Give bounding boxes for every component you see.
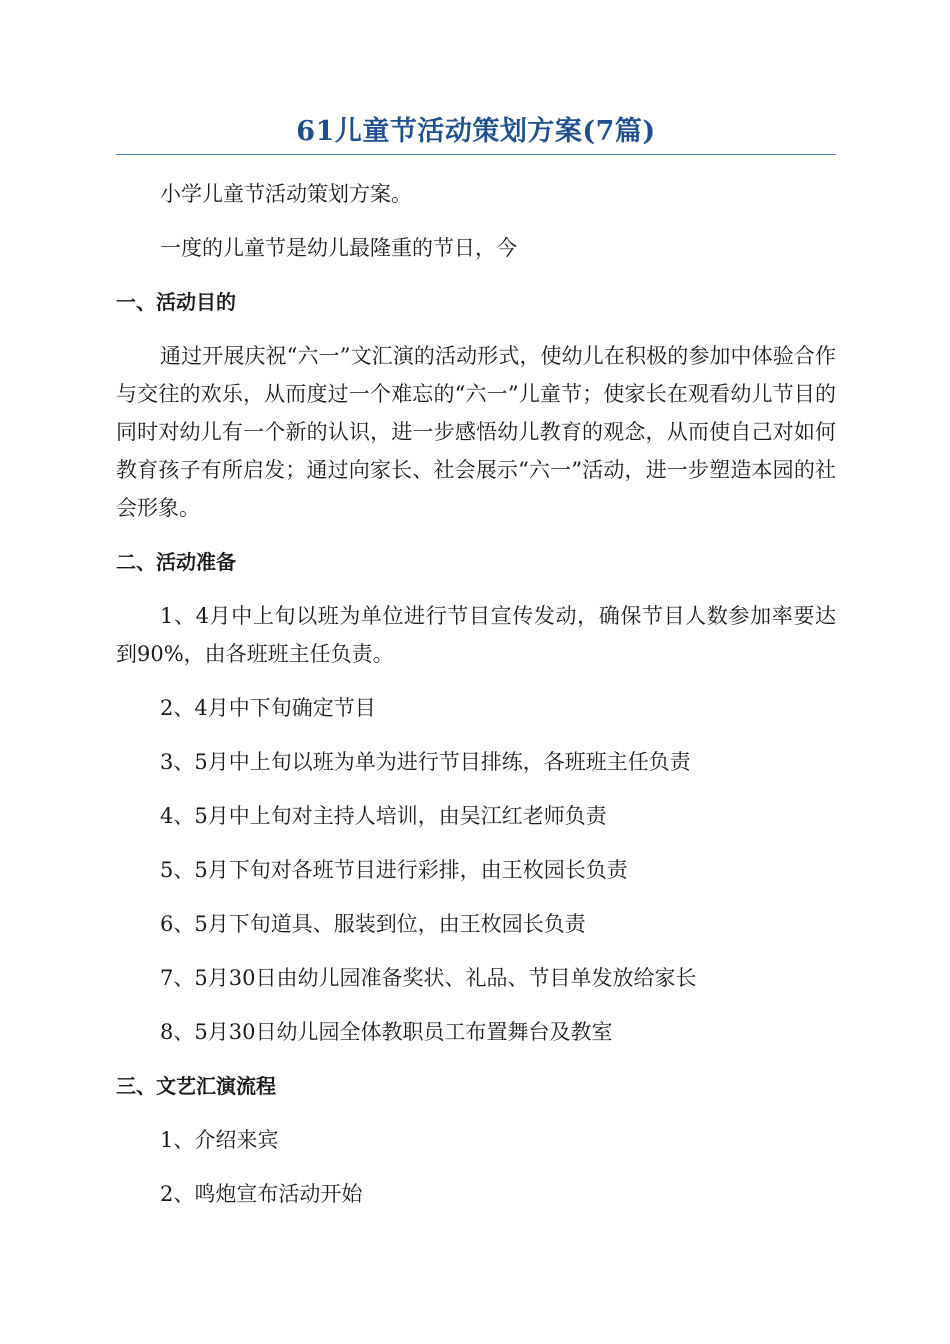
purpose-paragraph: 通过开展庆祝“六一”文汇演的活动形式，使幼儿在积极的参加中体验合作与交往的欢乐，从而度过一个难忘的“六一”儿童节；使家长在观看幼儿节目的同时对幼儿有一个新的认识，进一步感悟幼儿教育的观念，从而使自己对如何教育孩子有所启发；通过向家长、社会展示“六一”活动，进一步塑造本园的社会形象。	[116, 344, 836, 520]
preparation-item-1: 1、4月中上旬以班为单位进行节目宣传发动，确保节目人数参加率要达到90%，由各班班主任负责。	[116, 604, 836, 666]
preparation-item-7: 7、5月30日由幼儿园准备奖状、礼品、节目单发放给家长	[160, 966, 697, 990]
preparation-item-5: 5、5月下旬对各班节目进行彩排，由王枚园长负责	[160, 858, 628, 882]
intro-paragraph-2: 一度的儿童节是幼儿最隆重的节日，今	[160, 236, 517, 260]
preparation-item-3: 3、5月中上旬以班为单为进行节目排练，各班班主任负责	[160, 750, 691, 774]
intro-paragraph-1: 小学儿童节活动策划方案。	[160, 182, 412, 206]
document-title: 61儿童节活动策划方案(7篇)	[296, 116, 656, 147]
program-flow-item-2: 2、鸣炮宣布活动开始	[160, 1182, 363, 1206]
preparation-item-2: 2、4月中下旬确定节目	[160, 696, 376, 720]
section-heading-preparation: 二、活动准备	[116, 550, 236, 574]
section-heading-purpose: 一、活动目的	[116, 290, 236, 314]
section-heading-program-flow: 三、文艺汇演流程	[116, 1074, 276, 1098]
title-underline	[116, 154, 836, 155]
document-page	[116, 112, 836, 1229]
preparation-item-8: 8、5月30日幼儿园全体教职员工布置舞台及教室	[160, 1020, 613, 1044]
preparation-item-4: 4、5月中上旬对主持人培训，由吴江红老师负责	[160, 804, 607, 828]
program-flow-item-1: 1、介绍来宾	[160, 1128, 279, 1152]
preparation-item-6: 6、5月下旬道具、服装到位，由王枚园长负责	[160, 912, 586, 936]
